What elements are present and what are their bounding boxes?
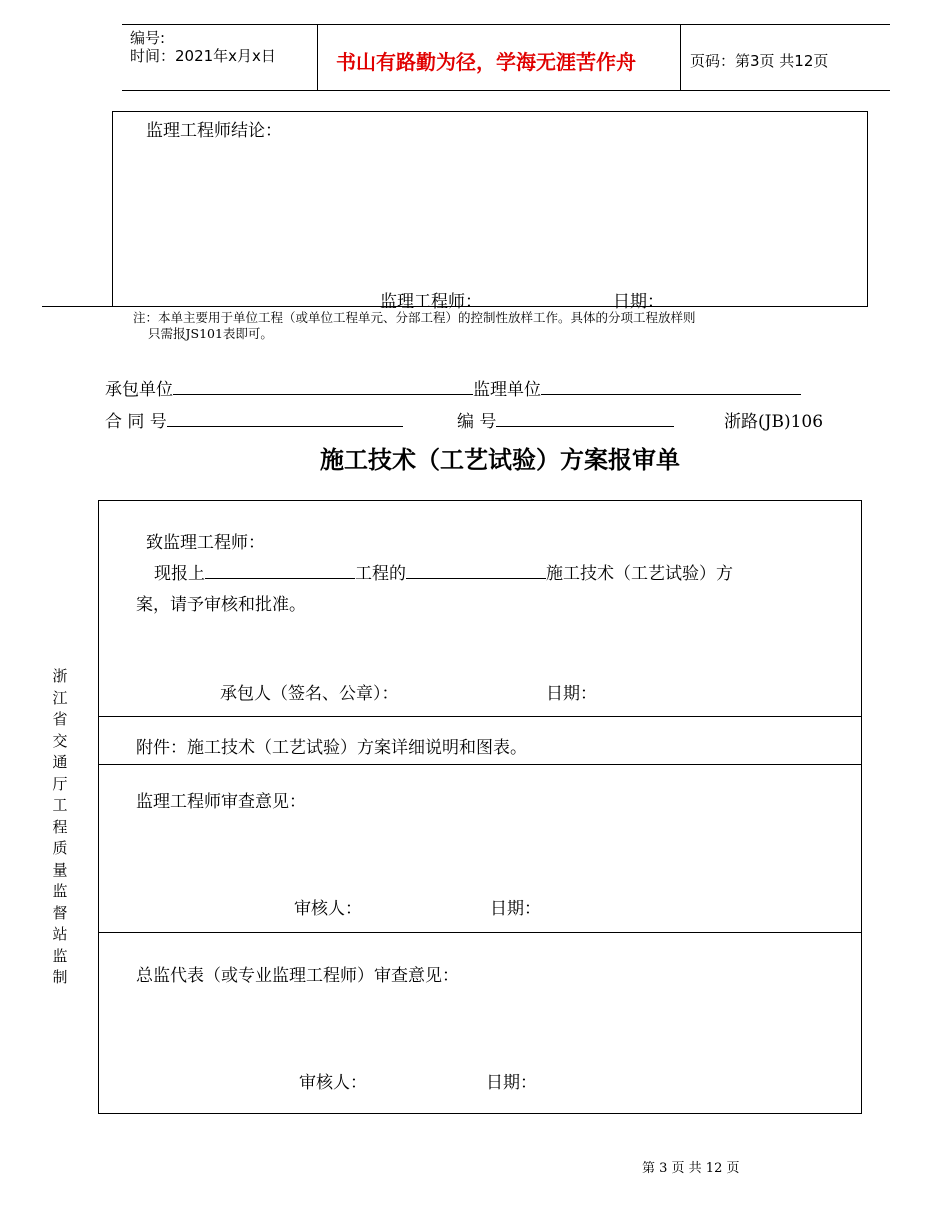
report-prefix: 现报上 <box>154 564 205 584</box>
note-line-1: 注：本单主要用于单位工程（或单位工程单元、分部工程）的控制性放样工作。具体的分项工程放样则 <box>133 310 696 325</box>
note-line-2: 只需报JS101表即可。 <box>148 326 273 341</box>
header-number-label: 编号: <box>130 29 166 47</box>
header-divider <box>680 24 681 90</box>
serial-row <box>457 407 674 432</box>
form-divider <box>98 932 862 933</box>
engineer-reviewer-label: 审核人： <box>294 899 362 919</box>
engineer-review-label: 监理工程师审查意见： <box>136 792 306 812</box>
form-divider <box>98 764 862 765</box>
form-title: 施工技术（工艺试验）方案报审单 <box>320 446 680 474</box>
conclusion-label: 监理工程师结论： <box>146 121 282 141</box>
contractor-field[interactable] <box>173 376 473 395</box>
contractor-label: 承包单位 <box>105 380 173 400</box>
header-bottom-rule <box>122 90 890 91</box>
contractor-sign-label: 承包人（签名、公章）： <box>220 684 399 704</box>
header-page-info: 页码：第3页 共12页 <box>690 52 829 70</box>
report-line-1 <box>154 559 733 584</box>
supervisor-label: 监理单位 <box>473 380 541 400</box>
chief-reviewer-label: 审核人： <box>299 1073 367 1093</box>
form-code: 浙路(JB)106 <box>724 412 824 432</box>
works-name-field[interactable] <box>406 560 546 579</box>
info-row-2 <box>105 407 403 432</box>
serial-label: 编 号 <box>457 412 497 432</box>
contract-number-label: 合 同 号 <box>105 412 167 432</box>
conclusion-engineer-label: 监理工程师： <box>380 292 482 312</box>
contractor-date-label: 日期： <box>546 684 597 704</box>
chief-review-label: 总监代表（或专业监理工程师）审查意见： <box>136 966 459 986</box>
supervisor-field[interactable] <box>541 376 801 395</box>
report-line-2: 案，请予审核和批准。 <box>136 595 306 615</box>
header-motto: 书山有路勤为径，学海无涯苦作舟 <box>336 50 636 74</box>
serial-field[interactable] <box>496 408 674 427</box>
form-divider <box>98 716 862 717</box>
chief-date-label: 日期： <box>486 1073 537 1093</box>
header-divider <box>317 24 318 90</box>
report-suffix: 施工技术（工艺试验）方 <box>546 564 733 584</box>
addressee: 致监理工程师： <box>146 533 265 553</box>
conclusion-date-label: 日期： <box>613 292 664 312</box>
header-time-label: 时间：2021年x月x日 <box>130 47 276 65</box>
contract-number-field[interactable] <box>167 408 403 427</box>
report-mid: 工程的 <box>355 564 406 584</box>
engineer-date-label: 日期： <box>490 899 541 919</box>
header-top-rule <box>122 24 890 25</box>
project-name-field[interactable] <box>205 560 355 579</box>
attachment-text: 附件：施工技术（工艺试验）方案详细说明和图表。 <box>136 738 527 758</box>
info-row-1 <box>105 375 801 400</box>
side-issuer-text: 浙江省交通厅工程质量监督站监制 <box>52 667 68 986</box>
footer-page-number: 第 3 页 共 12 页 <box>642 1161 740 1176</box>
